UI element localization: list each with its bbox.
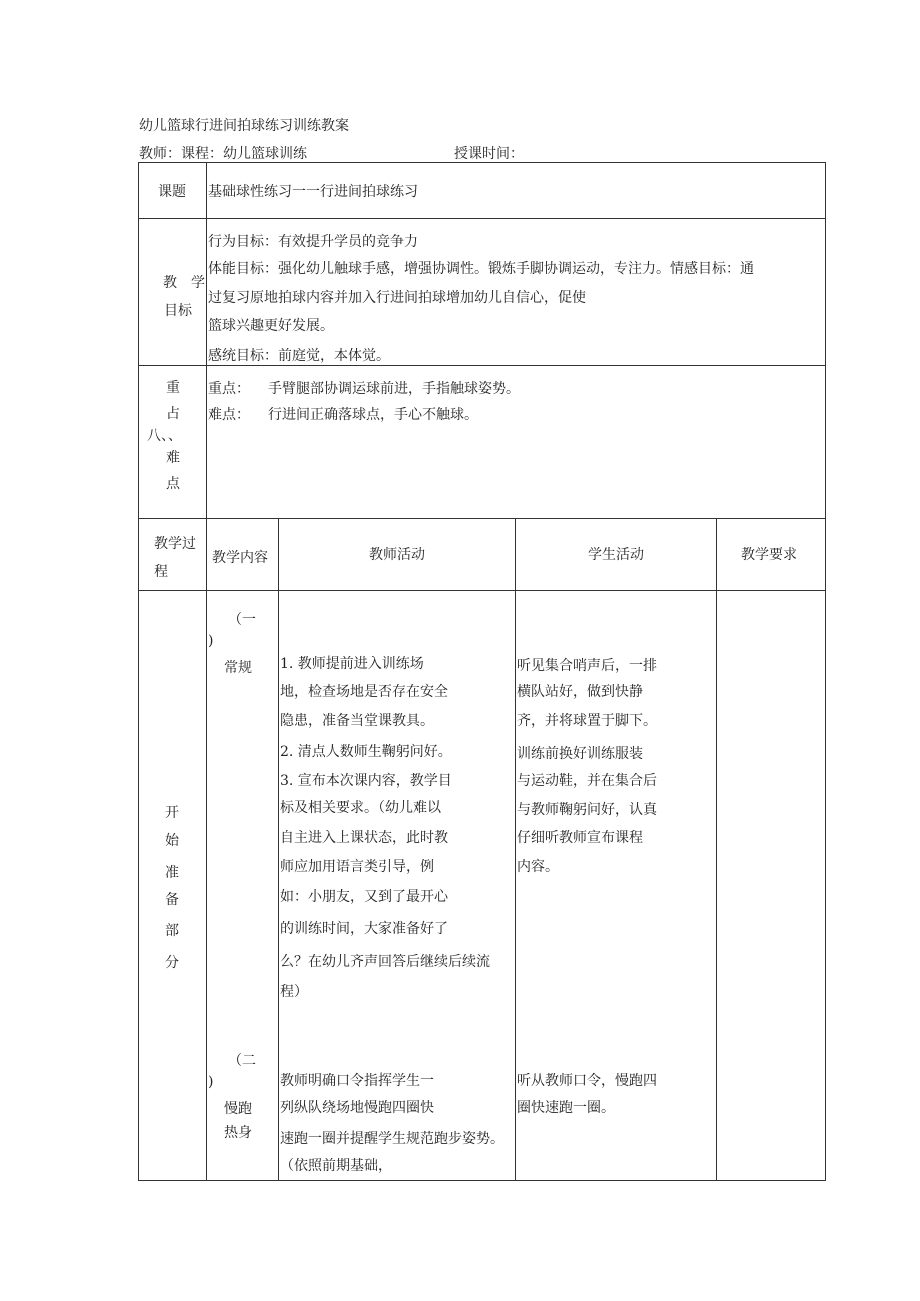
col-divider-label bbox=[206, 162, 207, 1181]
warmup-teacher-line: 速跑一圈并提醒学生规范跑步姿势。 bbox=[280, 1131, 504, 1147]
routine-teacher-line: 的训练时间，大家准备好了 bbox=[280, 921, 448, 937]
header-student-activity: 学生活动 bbox=[588, 547, 644, 563]
table-border-top bbox=[138, 162, 826, 163]
routine-student-line: 训练前换好训练服装 bbox=[517, 746, 643, 762]
warmup-student-line: 圈快速跑一圈。 bbox=[517, 1100, 615, 1116]
process-label-2: 程 bbox=[154, 564, 168, 580]
routine-teacher-line: 1. 教师提前进入训练场 bbox=[280, 656, 424, 672]
row-divider-goals bbox=[138, 365, 826, 366]
warmup-number: （二 bbox=[228, 1053, 256, 1069]
teacher-course-line: 教师：课程：幼儿篮球训练 bbox=[139, 146, 307, 162]
routine-teacher-line: 师应加用语言类引导，例 bbox=[280, 859, 434, 875]
routine-teacher-line: 自主进入上课状态，此时教 bbox=[280, 830, 448, 846]
class-time-label: 授课时间： bbox=[454, 146, 524, 162]
goal-line: 行为目标：有效提升学员的竞争力 bbox=[208, 234, 418, 250]
key-point-text: 手臂腿部协调运球前进，手指触球姿势。 bbox=[268, 381, 520, 397]
routine-teacher-line: 3. 宣布本次课内容，教学目 bbox=[280, 773, 452, 789]
goal-line: 感统目标：前庭觉，本体觉。 bbox=[208, 348, 390, 364]
process-label-1: 教学过 bbox=[154, 536, 196, 552]
routine-student-line: 横队站好，做到快静 bbox=[517, 684, 643, 700]
keypoints-label-char: 难 bbox=[166, 450, 180, 466]
section-label-char: 开 bbox=[165, 805, 179, 821]
header-teacher-activity: 教师活动 bbox=[369, 547, 425, 563]
warmup-teacher-line: （依照前期基础， bbox=[280, 1158, 392, 1174]
row-divider-header bbox=[138, 590, 826, 591]
routine-teacher-line: 隐患，准备当堂课教具。 bbox=[280, 713, 434, 729]
difficult-point-text: 行进间正确落球点，手心不触球。 bbox=[268, 407, 478, 423]
keypoints-label-char: 占 bbox=[166, 406, 180, 422]
topic-content: 基础球性练习一一行进间拍球练习 bbox=[208, 184, 418, 200]
routine-student-line: 仔细听教师宣布课程 bbox=[517, 830, 643, 846]
goal-line: 体能目标：强化幼儿触球手感，增强协调性。锻炼手脚协调运动，专注力。情感目标：通 bbox=[208, 261, 754, 277]
section-label-char: 部 bbox=[165, 923, 179, 939]
col-divider-teacher bbox=[515, 518, 516, 1181]
routine-teacher-line: 么？在幼儿齐声回答后继续后续流 bbox=[280, 954, 490, 970]
routine-teacher-line: 程） bbox=[280, 984, 308, 1000]
warmup-student-line: 听从教师口令，慢跑四 bbox=[517, 1073, 657, 1089]
section-label-char: 准 bbox=[165, 865, 179, 881]
keypoints-label-char: 点 bbox=[166, 476, 180, 492]
warmup-teacher-line: 教师明确口令指挥学生一 bbox=[280, 1073, 434, 1089]
section-label-char: 备 bbox=[165, 892, 179, 908]
row-divider-topic bbox=[138, 218, 826, 219]
document-title: 幼儿篮球行进间拍球练习训练教案 bbox=[139, 118, 349, 134]
key-point-label: 重点： bbox=[208, 381, 250, 397]
section-label-char: 始 bbox=[165, 833, 179, 849]
table-border-left bbox=[138, 162, 139, 1181]
routine-name: 常规 bbox=[224, 660, 252, 676]
goals-label-2: 目标 bbox=[164, 303, 192, 319]
table-border-bottom bbox=[138, 1180, 826, 1181]
goals-label-1: 教 学 bbox=[163, 275, 205, 291]
goal-line: 过复习原地拍球内容并加入行进间拍球增加幼儿自信心，促使 bbox=[208, 290, 586, 306]
routine-student-line: 与教师鞠躬问好，认真 bbox=[517, 802, 657, 818]
routine-teacher-line: 如：小朋友，又到了最开心 bbox=[280, 889, 448, 905]
warmup-number-close: ) bbox=[208, 1074, 214, 1090]
warmup-name: 热身 bbox=[224, 1125, 252, 1141]
routine-number-close: ) bbox=[208, 633, 214, 649]
warmup-teacher-line: 列纵队绕场地慢跑四圈快 bbox=[280, 1100, 434, 1116]
topic-label: 课题 bbox=[158, 184, 186, 200]
routine-student-line: 齐，并将球置于脚下。 bbox=[517, 713, 657, 729]
routine-student-line: 听见集合哨声后，一排 bbox=[517, 658, 657, 674]
routine-teacher-line: 标及相关要求。（幼儿难以 bbox=[280, 800, 441, 816]
routine-student-line: 与运动鞋，并在集合后 bbox=[517, 773, 657, 789]
keypoints-label-char: 八、、 bbox=[147, 428, 182, 444]
col-divider-student bbox=[716, 518, 717, 1181]
table-border-right bbox=[825, 162, 826, 1181]
col-divider-content bbox=[278, 518, 279, 1181]
warmup-name: 慢跑 bbox=[224, 1101, 252, 1117]
row-divider-keypoints bbox=[138, 518, 826, 519]
routine-number: （一 bbox=[228, 612, 256, 628]
section-label-char: 分 bbox=[165, 955, 179, 971]
routine-student-line: 内容。 bbox=[517, 859, 559, 875]
difficult-point-label: 难点： bbox=[208, 407, 250, 423]
goal-line: 篮球兴趣更好发展。 bbox=[208, 318, 334, 334]
header-teaching-content: 教学内容 bbox=[212, 550, 268, 566]
keypoints-label-char: 重 bbox=[166, 380, 180, 396]
header-teaching-requirements: 教学要求 bbox=[741, 547, 797, 563]
routine-teacher-line: 地，检查场地是否存在安全 bbox=[280, 684, 448, 700]
routine-teacher-line: 2. 清点人数师生鞠躬问好。 bbox=[280, 744, 452, 760]
